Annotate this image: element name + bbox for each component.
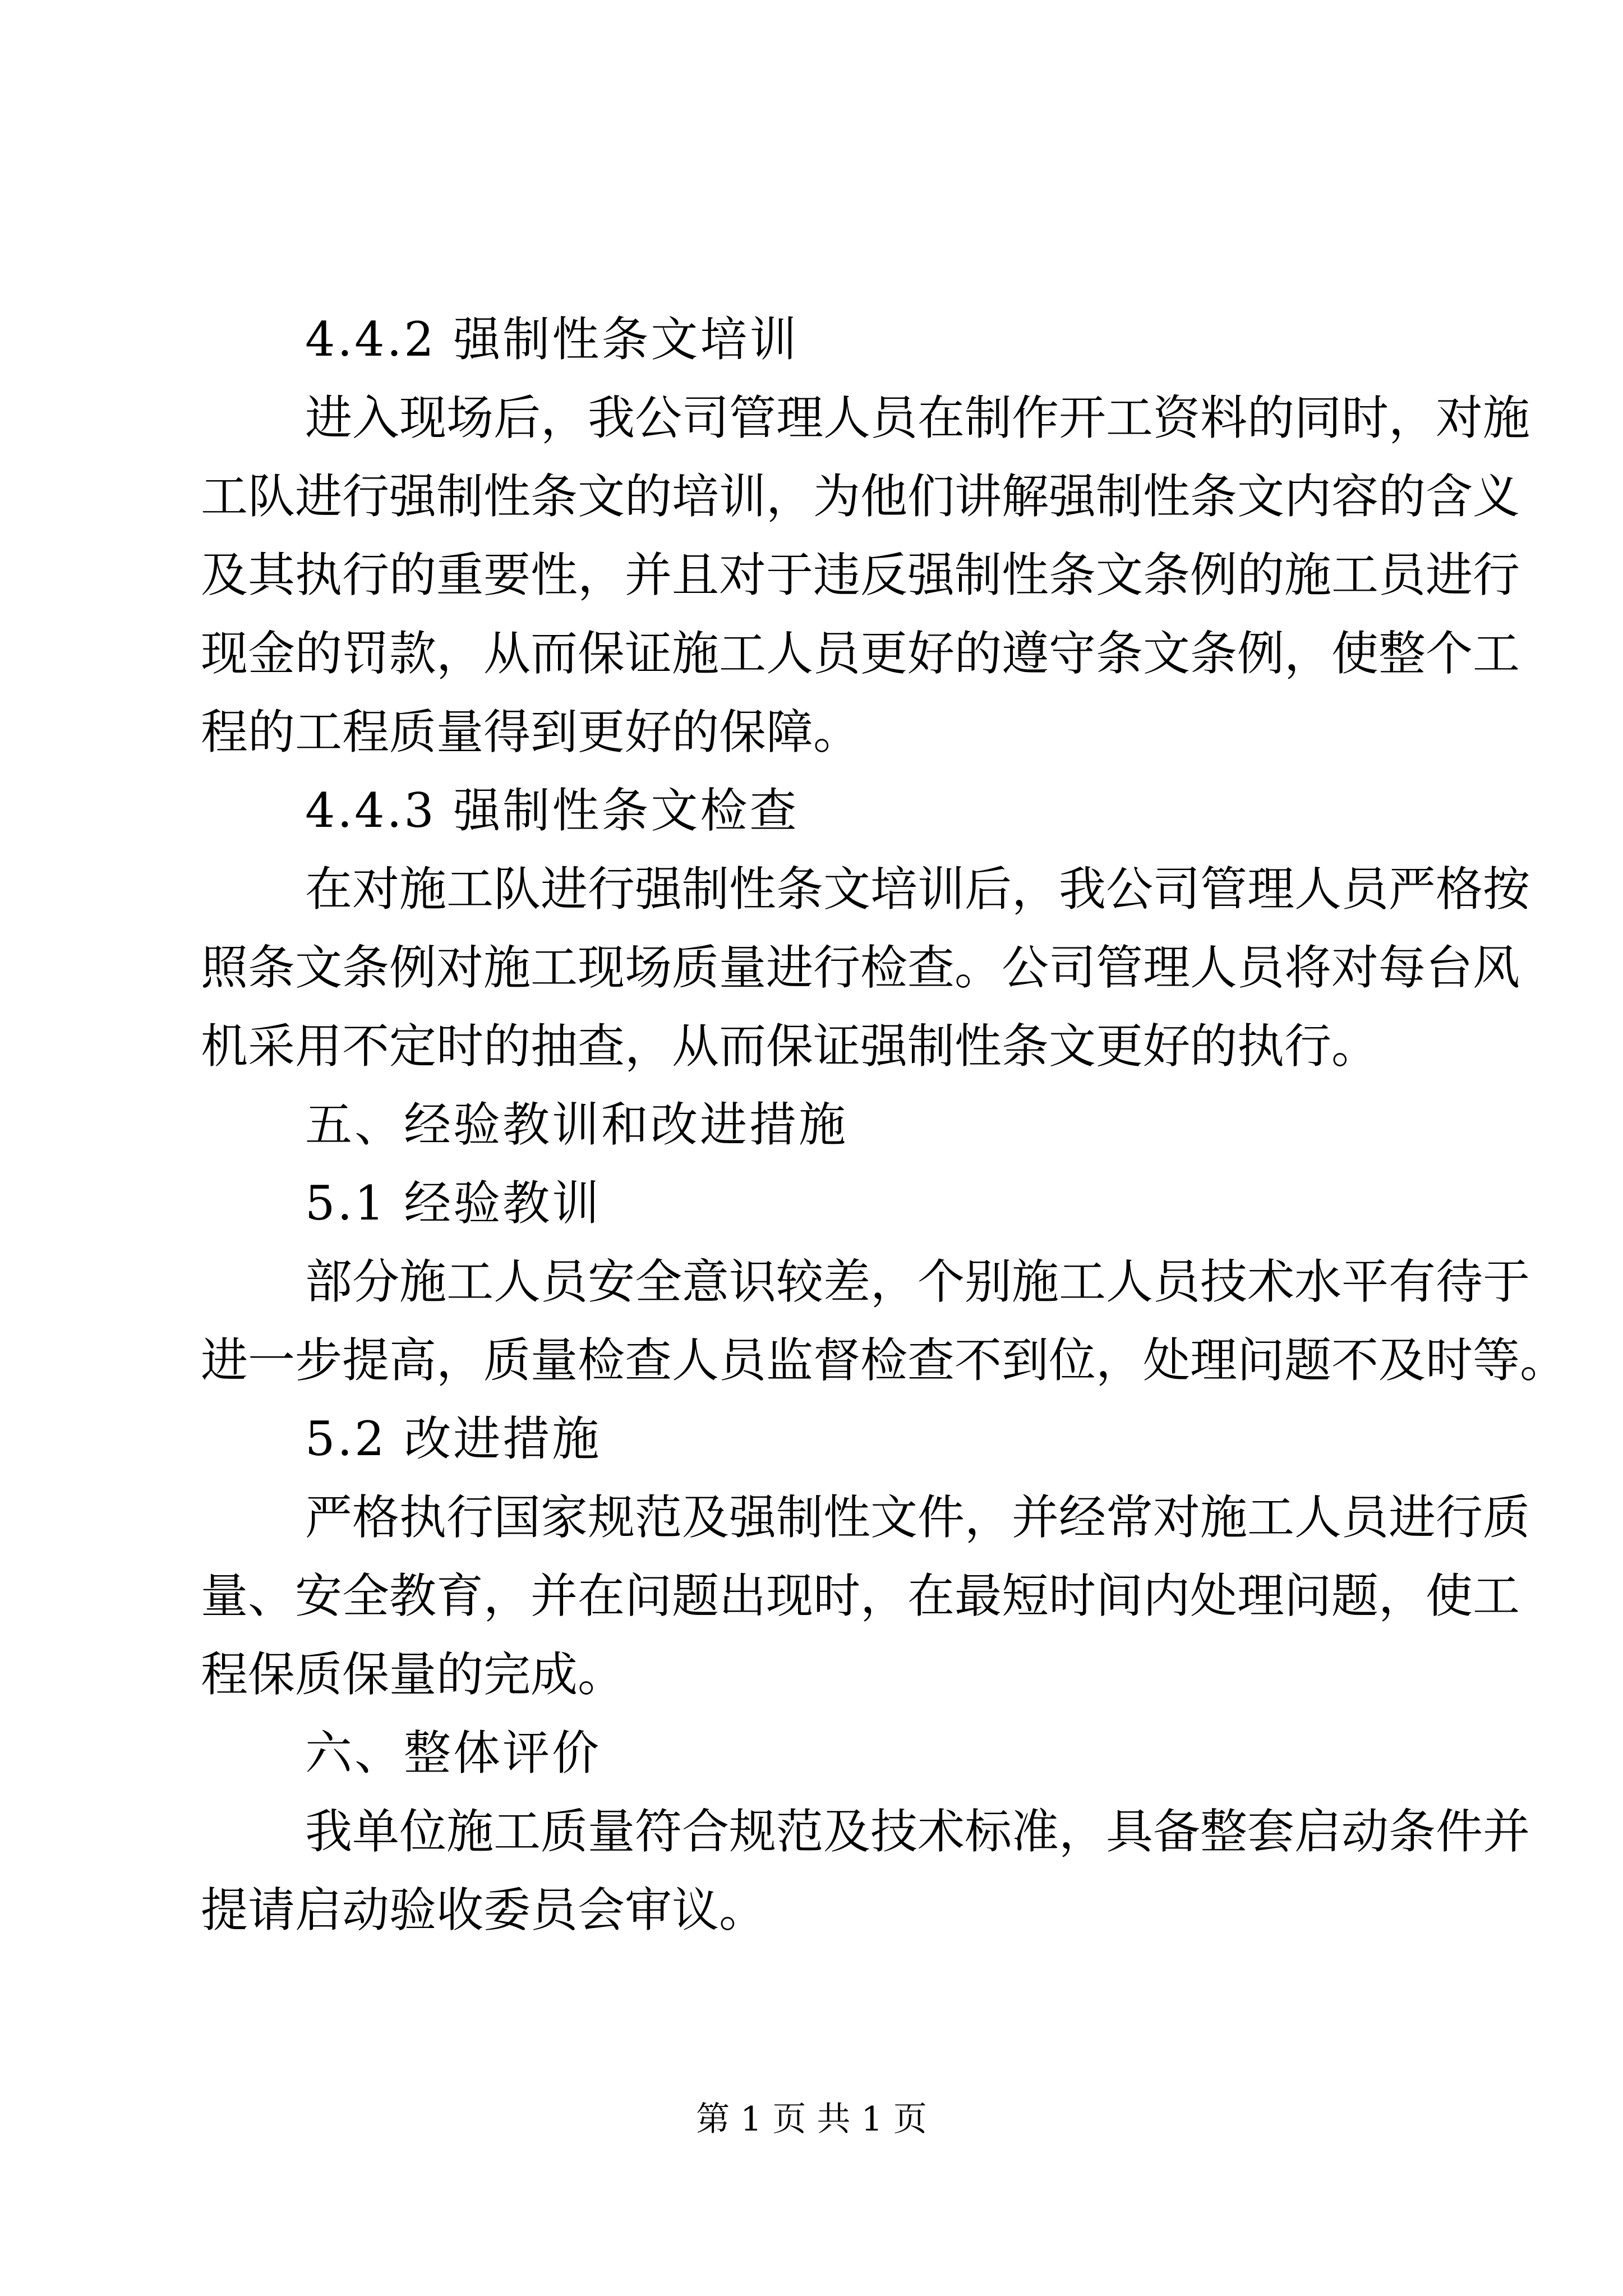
section-heading-5-1: 5.1 经验教训 — [305, 1176, 602, 1231]
document-body — [201, 300, 1567, 1949]
paragraph-line: 量、安全教育，并在问题出现时，在最短时间内处理问题，使工 — [201, 1568, 1520, 1623]
section-heading-6: 六、整体评价 — [305, 1726, 602, 1780]
section-heading-4-4-3: 4.4.3 强制性条文检查 — [305, 783, 799, 838]
section-heading-5-2: 5.2 改进措施 — [305, 1411, 602, 1466]
page-footer: 第 1 页 共 1 页 — [696, 2100, 927, 2139]
paragraph-line: 机采用不定时的抽查，从而保证强制性条文更好的执行。 — [201, 1019, 1379, 1074]
paragraph-line: 提请启动验收委员会审议。 — [201, 1883, 767, 1938]
paragraph-line: 进一步提高，质量检查人员监督检查不到位，处理问题不及时等。 — [201, 1333, 1567, 1388]
paragraph-line: 我单位施工质量符合规范及技术标准，具备整套启动条件并 — [305, 1804, 1530, 1859]
paragraph-line: 现金的罚款，从而保证施工人员更好的遵守条文条例，使整个工 — [201, 626, 1520, 681]
paragraph-line: 程的工程质量得到更好的保障。 — [201, 705, 861, 760]
paragraph-line: 在对施工队进行强制性条文培训后，我公司管理人员严格按 — [305, 862, 1530, 917]
paragraph-line: 程保质保量的完成。 — [201, 1647, 625, 1702]
section-heading-5: 五、经验教训和改进措施 — [305, 1097, 849, 1152]
paragraph-line: 进入现场后，我公司管理人员在制作开工资料的同时，对施 — [305, 390, 1530, 445]
paragraph-line: 工队进行强制性条文的培训，为他们讲解强制性条文内容的含义 — [201, 469, 1520, 524]
paragraph-line: 及其执行的重要性，并且对于违反强制性条文条例的施工员进行 — [201, 547, 1520, 602]
section-heading-4-4-2: 4.4.2 强制性条文培训 — [305, 312, 799, 367]
paragraph-line: 严格执行国家规范及强制性文件，并经常对施工人员进行质 — [305, 1490, 1530, 1545]
paragraph-line: 照条文条例对施工现场质量进行检查。公司管理人员将对每台风 — [201, 940, 1520, 995]
paragraph-line: 部分施工人员安全意识较差，个别施工人员技术水平有待于 — [305, 1254, 1530, 1309]
